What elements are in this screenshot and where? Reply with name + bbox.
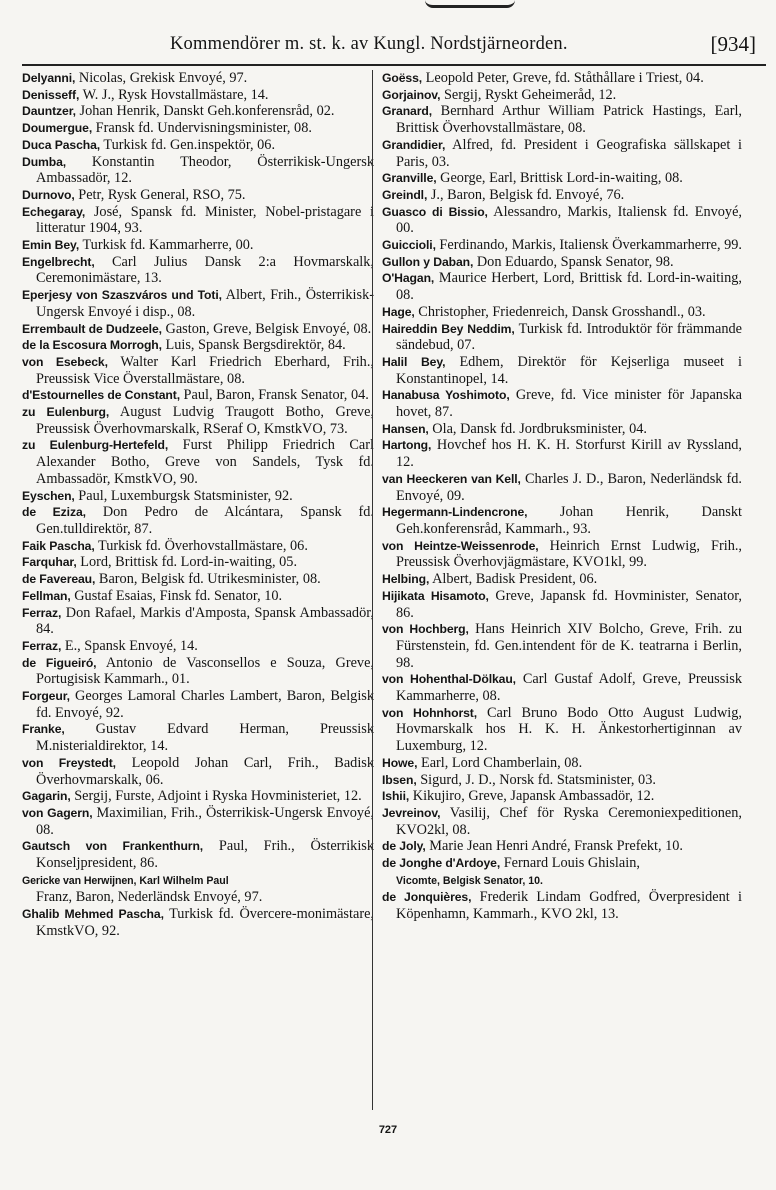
list-item <box>22 504 374 537</box>
list-item <box>22 437 374 487</box>
entry-name: Gagarin, <box>22 789 71 804</box>
list-item <box>22 154 374 187</box>
left-column <box>22 70 374 1116</box>
list-item <box>22 655 374 688</box>
entry-details: Turkisk fd. Kammarherre, 00. <box>79 237 254 254</box>
entry-details: Don Rafael, Markis d'Amposta, Spansk Ambassadör, 84. <box>36 604 374 638</box>
entry-details-continued: Vicomte, Belgisk Senator, 10. <box>396 874 544 887</box>
entry-details: Maurice Herbert, Lord, Brittisk fd. Lord-in-waiting, 08. <box>396 270 742 304</box>
entry-name: Eperjesy von Szaszváros und Toti, <box>22 288 222 303</box>
entry-name: Hartong, <box>382 438 432 453</box>
entry-name: de Eziza, <box>22 505 86 520</box>
entry-details: Albert, Badisk President, 06. <box>429 571 598 588</box>
list-item <box>22 137 374 154</box>
entry-name: von Hohenthal-Dölkau, <box>382 672 516 687</box>
entry-details: Gustav Edvard Herman, Preussisk M.nisterialdirektor, 14. <box>36 721 374 755</box>
entry-details: Frederik Lindam Godfred, Överpresident i Köpenhamn, Kammarh., KVO 2kl, 13. <box>396 889 742 923</box>
list-item <box>382 838 742 855</box>
entry-details: George, Earl, Brittisk Lord-in-waiting, 08. <box>436 170 683 187</box>
entry-details: Baron, Belgisk fd. Utrikesminister, 08. <box>95 571 321 588</box>
entry-name: Howe, <box>382 755 418 770</box>
list-item <box>382 538 742 571</box>
entry-name: Ferraz, <box>22 638 62 653</box>
entry-name: Gautsch von Frankenthurn, <box>22 839 204 854</box>
entry-name: de Joly, <box>382 839 426 854</box>
list-item <box>22 87 374 104</box>
entry-name: Guasco di Bissio, <box>382 204 488 219</box>
list-item <box>382 788 742 805</box>
entry-details: Greve, fd. Vice minister för Japanska hovet, 87. <box>396 387 742 421</box>
entry-details: Sigurd, J. D., Norsk fd. Statsminister, 03. <box>416 771 656 788</box>
entry-name: Gullon y Daban, <box>382 254 474 269</box>
list-item <box>22 488 374 505</box>
list-item <box>22 638 374 655</box>
list-item <box>382 805 742 838</box>
list-item <box>22 805 374 838</box>
entry-details: Paul, Baron, Fransk Senator, 04. <box>179 387 369 404</box>
entry-details: Leopold Peter, Greve, fd. Ståthållare i Triest, 04. <box>422 70 704 86</box>
entry-details: J., Baron, Belgisk fd. Envoyé, 76. <box>427 186 625 203</box>
entry-details: Fernard Louis Ghislain, <box>500 855 640 872</box>
entry-name: Durnovo, <box>22 187 75 202</box>
list-item <box>382 471 742 504</box>
list-item <box>382 588 742 621</box>
entry-details: Don Pedro de Alcántara, Spansk fd. Gen.tulldirektör, 87. <box>36 504 374 537</box>
entry-name: Hegermann-Lindencrone, <box>382 505 528 520</box>
entry-name: Halil Bey, <box>382 354 446 369</box>
entry-details: Maximilian, Frih., Österrikisk-Ungersk Envoyé, 08. <box>36 804 374 838</box>
list-item <box>382 204 742 237</box>
entry-details: Kikujiro, Greve, Japansk Ambassadör, 12. <box>409 788 655 805</box>
entry-name: Ghalib Mehmed Pascha, <box>22 907 164 922</box>
entry-name: Gericke van Herwijnen, <box>22 874 137 887</box>
list-item <box>22 788 374 805</box>
entry-name: de la Escosura Morrogh, <box>22 338 162 353</box>
list-item <box>382 103 742 136</box>
list-item <box>22 254 374 287</box>
entry-name: Delyanni, <box>22 71 76 85</box>
list-item <box>22 387 374 404</box>
list-item <box>382 87 742 104</box>
entry-details: Lord, Brittisk fd. Lord-in-waiting, 05. <box>76 554 298 571</box>
entry-name: von Heintze-Weissenrode, <box>382 538 539 553</box>
entry-details: Alessandro, Markis, Italiensk fd. Envoyé, 00. <box>396 203 742 237</box>
list-item <box>382 421 742 438</box>
list-item <box>382 387 742 420</box>
entry-name: Dumba, <box>22 154 67 169</box>
list-item <box>22 321 374 338</box>
entry-name: de Figueiró, <box>22 655 97 670</box>
entry-name: van Heeckeren van Kell, <box>382 471 521 486</box>
header-rule <box>22 64 766 66</box>
entry-details: Edhem, Direktör för Kejserliga museet i Konstantinopel, 14. <box>396 353 742 387</box>
entry-name: von Hochberg, <box>382 622 469 637</box>
entry-details: Georges Lamoral Charles Lambert, Baron, Belgisk fd. Envoyé, 92. <box>36 688 374 721</box>
list-item <box>22 337 374 354</box>
entry-name: von Hohnhorst, <box>382 705 478 720</box>
entry-name: Granard, <box>382 104 432 119</box>
entry-details: Turkisk fd. Introduktör för främmande sändebud, 07. <box>396 320 742 354</box>
entry-details: Konstantin Theodor, Österrikisk-Ungersk Ambassadör, 12. <box>36 153 374 187</box>
entry-name: Faik Pascha, <box>22 538 95 553</box>
entry-name: Hijikata Hisamoto, <box>382 588 489 603</box>
entry-name: Denisseff, <box>22 87 80 102</box>
list-item <box>382 321 742 354</box>
list-item <box>382 621 742 671</box>
list-item <box>22 554 374 571</box>
page-header <box>22 34 762 62</box>
list-item <box>22 103 374 120</box>
entry-details: José, Spansk fd. Minister, Nobel-pristagare i litteratur 1904, 93. <box>36 203 374 237</box>
list-item <box>22 354 374 387</box>
entry-details: Charles J. D., Baron, Nederländsk fd. Envoyé, 09. <box>396 470 742 504</box>
entry-name: Helbing, <box>382 572 430 587</box>
entry-name: Grandidier, <box>382 137 446 152</box>
entry-details: Marie Jean Henri André, Fransk Prefekt, 10. <box>425 838 683 855</box>
entry-name: Hage, <box>382 304 415 319</box>
entry-details: August Ludvig Traugott Botho, Greve, Preussisk Överhovmarskalk, RSeraf O, KmstkVO, 73. <box>36 404 374 437</box>
entry-name: Fellman, <box>22 588 71 603</box>
entry-details: Carl Julius Dansk 2:a Hovmarskalk, Ceremonimästare, 13. <box>36 253 374 287</box>
entry-name: de Jonquières, <box>382 890 472 905</box>
entry-details: Sergij, Ryskt Geheimeråd, 12. <box>440 86 617 103</box>
list-item <box>22 688 374 721</box>
list-item <box>382 755 742 772</box>
list-item <box>382 170 742 187</box>
list-item <box>382 304 742 321</box>
list-item <box>22 906 374 939</box>
entry-name: zu Eulenburg, <box>22 405 110 420</box>
entry-details: Ferdinando, Markis, Italiensk Överkammarherre, 99. <box>435 237 742 254</box>
entry-details: Johan Henrik, Danskt Geh.konferensråd, Kammarh., 93. <box>396 504 742 537</box>
list-item <box>22 755 374 788</box>
entry-details: Don Eduardo, Spansk Senator, 98. <box>473 253 674 270</box>
list-item <box>22 237 374 254</box>
list-item <box>22 187 374 204</box>
list-item <box>22 605 374 638</box>
list-item <box>22 538 374 555</box>
entry-details: E., Spansk Envoyé, 14. <box>61 637 198 654</box>
entry-details: Alfred, fd. President i Geografiska sällskapet i Paris, 03. <box>396 136 742 170</box>
page-footer-number: 727 <box>378 1124 398 1136</box>
list-item <box>22 872 374 906</box>
list-item <box>22 588 374 605</box>
entry-details: Antonio de Vasconsellos e Souza, Greve, Portugisisk Kammarh., 01. <box>36 654 374 688</box>
entry-details: Carl Bruno Bodo Otto August Ludwig, Hovmarskalk hos H. K. H. Änkestorhertiginnan av Luxemburg, 12. <box>396 704 742 755</box>
entry-name: Farquhar, <box>22 555 77 570</box>
entry-details: Johan Henrik, Danskt Geh.konferensråd, 02. <box>75 103 335 120</box>
right-column <box>382 70 742 1116</box>
list-item <box>382 772 742 789</box>
list-item <box>382 70 742 87</box>
entry-details: Leopold Johan Carl, Frih., Badisk Överhovmarskalk, 06. <box>36 754 374 788</box>
entry-details: Gaston, Greve, Belgisk Envoyé, 08. <box>161 320 372 337</box>
list-item <box>382 855 742 889</box>
entry-details: Walter Karl Friedrich Eberhard, Frih., Preussisk Vice Överstallmästare, 08. <box>36 353 374 387</box>
entry-details: Greve, Japansk fd. Hovminister, Senator, 86. <box>396 587 742 621</box>
list-item <box>22 838 374 871</box>
entry-name: von Freystedt, <box>22 755 116 770</box>
entry-name: Doumergue, <box>22 121 93 136</box>
entry-details: Vasilij, Chef för Ryska Ceremoniexpeditionen, KVO2kl, 08. <box>396 804 742 838</box>
entry-name: Granville, <box>382 171 437 186</box>
entry-details: Heinrich Ernst Ludwig, Frih., Preussisk Överhovjägmästare, KVO1kl, 99. <box>396 537 742 571</box>
page-title: Kommendörer m. st. k. av Kungl. Nordstjärneorden. <box>170 34 568 54</box>
entry-details: Christopher, Friedenreich, Dansk Grosshandl., 03. <box>414 303 706 320</box>
entry-name: O'Hagan, <box>382 271 435 286</box>
list-item <box>382 270 742 303</box>
entry-details: Luis, Spansk Bergsdirektör, 84. <box>161 337 346 354</box>
entry-name: Emin Bey, <box>22 238 80 253</box>
entry-name: Goëss, <box>382 71 423 85</box>
entry-details: Paul, Luxemburgsk Statsminister, 92. <box>74 487 293 504</box>
entry-name: Errembault de Dudzeele, <box>22 321 162 336</box>
entry-name: d'Estournelles de Constant, <box>22 388 180 403</box>
entry-details: Hovchef hos H. K. H. Storfurst Kirill av Ryssland, 12. <box>396 437 742 471</box>
list-item <box>382 504 742 537</box>
entry-name: Guiccioli, <box>382 238 436 253</box>
entry-name: Eyschen, <box>22 488 75 503</box>
entry-details: Albert, Frih., Österrikisk-Ungersk Envoyé i disp., 08. <box>36 287 374 320</box>
entry-name: Ferraz, <box>22 605 62 620</box>
entry-name: de Jonghe d'Ardoye, <box>382 856 501 871</box>
entry-details: Furst Philipp Friedrich Carl Alexander Botho, Greve von Sandels, Tysk fd. Ambassadör, KmstkVO, 90. <box>36 437 374 487</box>
entry-details: Bernhard Arthur William Patrick Hastings, Earl, Brittisk Överhovstallmästare, 08. <box>396 103 742 137</box>
top-decorative-rule <box>425 0 515 8</box>
entry-details: W. J., Rysk Hovstallmästare, 14. <box>79 86 269 103</box>
entry-details: Petr, Rysk General, RSO, 75. <box>74 186 246 203</box>
entry-details: Turkisk fd. Övercere-monimästare, KmstkVO, 92. <box>36 906 374 939</box>
entry-name: Greindl, <box>382 187 428 202</box>
entry-details: Turkisk fd. Överhovstallmästare, 06. <box>94 537 308 554</box>
list-item <box>22 721 374 754</box>
entry-name: de Favereau, <box>22 572 96 587</box>
entry-name: Hansen, <box>382 421 429 436</box>
entry-name: Hanabusa Yoshimoto, <box>382 388 510 403</box>
list-item <box>382 137 742 170</box>
entry-name: Gorjainov, <box>382 87 441 102</box>
entry-name: Ibsen, <box>382 772 417 787</box>
list-item <box>22 120 374 137</box>
column-divider <box>372 70 373 1110</box>
list-item <box>382 254 742 271</box>
entry-details: Paul, Frih., Österrikisk Konseljpresident, 86. <box>36 838 374 872</box>
entry-name: Engelbrecht, <box>22 254 95 269</box>
list-item <box>22 404 374 437</box>
entry-details: Hans Heinrich XIV Bolcho, Greve, Frih. zu Fürstenstein, fd. Gen.intendent för de K. teatrarna i Berlin, 98. <box>396 621 742 671</box>
list-item <box>382 889 742 922</box>
entry-details: Fransk fd. Undervisningsminister, 08. <box>92 120 312 137</box>
entry-details: Sergij, Furste, Adjoint i Ryska Hovministeriet, 12. <box>70 788 362 805</box>
entry-details: Gustaf Esaias, Finsk fd. Senator, 10. <box>70 587 283 604</box>
entry-details-continued: Franz, Baron, Nederländsk Envoyé, 97. <box>36 889 263 906</box>
entry-name: von Esebeck, <box>22 354 108 369</box>
entry-name: Duca Pascha, <box>22 137 101 152</box>
page-number-bracketed: [934] <box>710 32 756 56</box>
entry-name: Haireddin Bey Neddim, <box>382 321 515 336</box>
list-item <box>22 70 374 87</box>
list-item <box>382 354 742 387</box>
entry-name: Forgeur, <box>22 689 70 704</box>
entry-details: Karl Wilhelm Paul <box>136 874 229 887</box>
entry-details: Nicolas, Grekisk Envoyé, 97. <box>75 70 248 86</box>
entry-name: Ishii, <box>382 789 410 804</box>
entry-name: zu Eulenburg-Hertefeld, <box>22 438 169 453</box>
list-item <box>22 571 374 588</box>
entry-details: Carl Gustaf Adolf, Greve, Preussisk Kammarherre, 08. <box>396 671 742 705</box>
list-item <box>382 671 742 704</box>
list-item <box>382 187 742 204</box>
list-item <box>382 705 742 755</box>
entry-name: von Gagern, <box>22 805 93 820</box>
list-item <box>22 287 374 320</box>
list-item <box>382 571 742 588</box>
entry-details: Earl, Lord Chamberlain, 08. <box>417 754 583 771</box>
list-item <box>382 437 742 470</box>
entry-name: Franke, <box>22 722 65 737</box>
entry-name: Dauntzer, <box>22 104 76 119</box>
list-item <box>382 237 742 254</box>
list-item <box>22 204 374 237</box>
entry-name: Echegaray, <box>22 204 86 219</box>
entry-name: Jevreinov, <box>382 805 441 820</box>
entry-details: Turkisk fd. Gen.inspektör, 06. <box>100 136 276 153</box>
entry-details: Ola, Dansk fd. Jordbruksminister, 04. <box>428 420 647 437</box>
